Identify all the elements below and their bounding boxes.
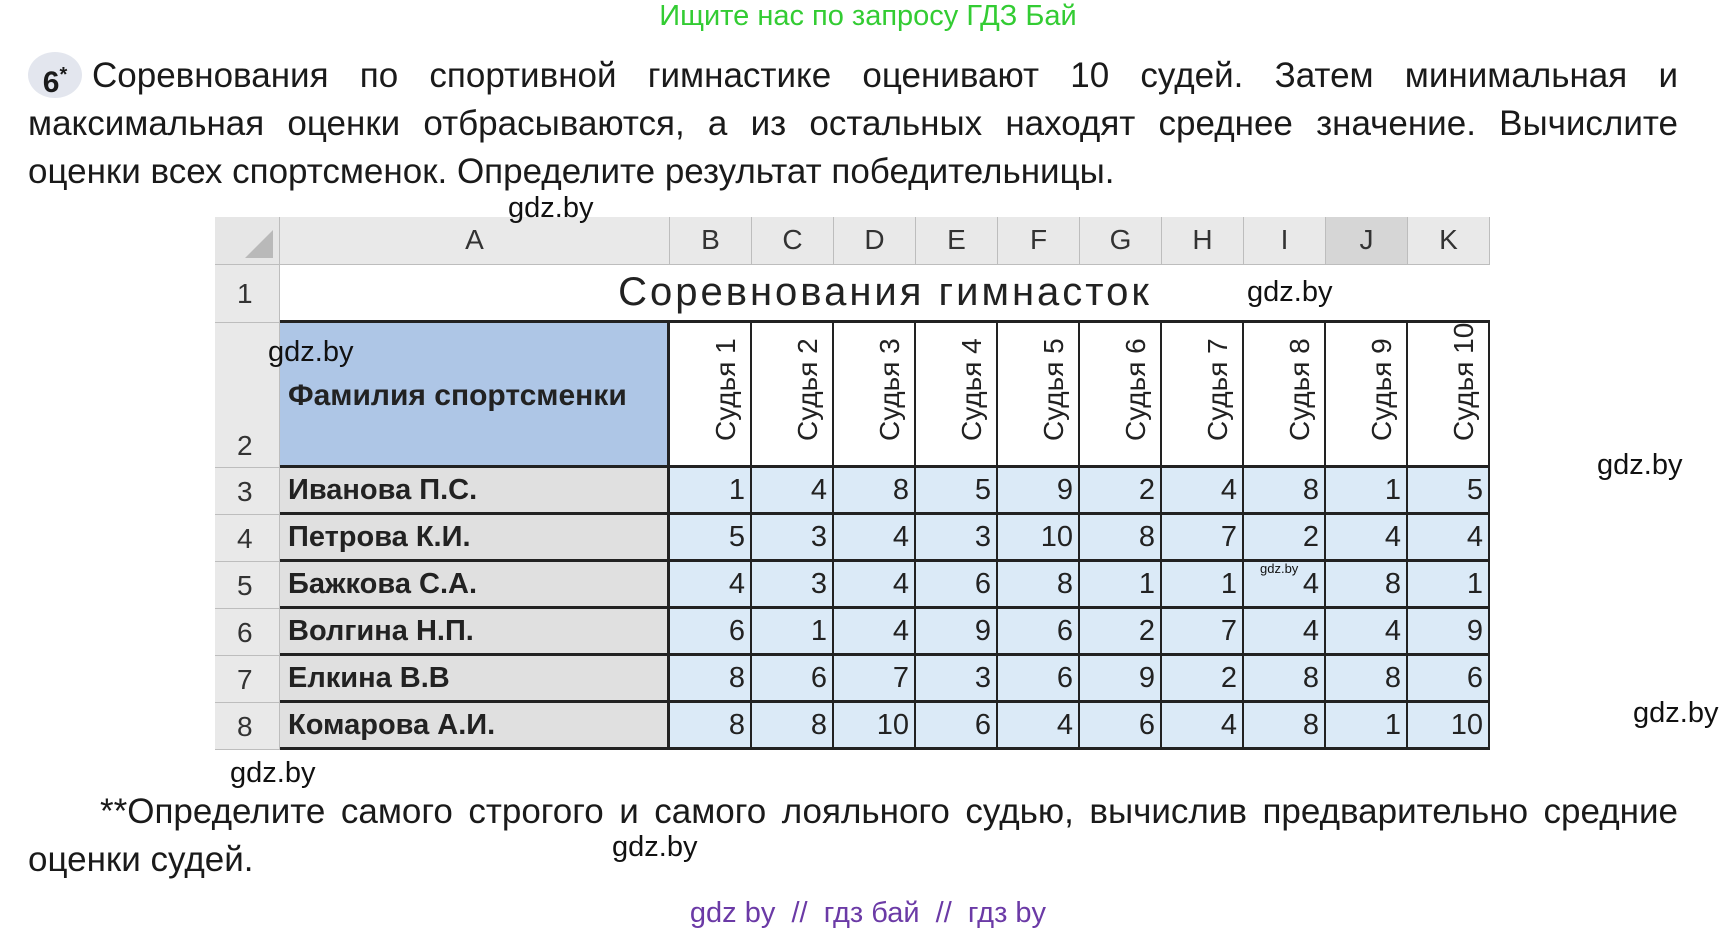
score-cell[interactable]: 9 [1080,656,1162,703]
watermark: gdz.by [508,192,594,224]
judge-header-label: Судья 7 [1202,338,1233,441]
row-header-6[interactable]: 6 [215,609,280,656]
judge-header[interactable] [752,323,834,468]
score-cell[interactable]: 6 [916,562,998,609]
column-header-f[interactable]: F [998,217,1080,265]
row-header-4[interactable]: 4 [215,515,280,562]
score-cell[interactable]: 6 [752,656,834,703]
score-cell[interactable]: 4 [1244,609,1326,656]
score-cell[interactable]: 4 [1326,609,1408,656]
column-header-e[interactable]: E [916,217,998,265]
watermark: gdz.by [612,831,698,863]
score-cell[interactable]: 4 [834,515,916,562]
column-header-j[interactable]: J [1326,217,1408,265]
column-header-b[interactable]: B [670,217,752,265]
athlete-name-cell[interactable]: Иванова П.С. [280,468,670,515]
judge-header[interactable] [1326,323,1408,468]
name-column-header[interactable]: Фамилия спортсменки [280,323,670,468]
score-cell[interactable]: 4 [1326,515,1408,562]
score-cell[interactable]: 8 [1244,703,1326,750]
athlete-name-cell[interactable]: Елкина В.В [280,656,670,703]
score-cell[interactable]: 3 [916,515,998,562]
judge-header-label: Судья 6 [1120,338,1151,441]
judge-header[interactable] [670,323,752,468]
column-header-i[interactable]: I [1244,217,1326,265]
score-cell[interactable]: 8 [998,562,1080,609]
score-cell[interactable]: 10 [998,515,1080,562]
task-number: 6 [42,66,60,99]
score-cell[interactable]: 4 [834,562,916,609]
score-cell[interactable]: 8 [670,656,752,703]
score-cell[interactable]: 9 [998,468,1080,515]
score-cell[interactable]: 6 [916,703,998,750]
score-cell[interactable]: 1 [1080,562,1162,609]
column-header-h[interactable]: H [1162,217,1244,265]
score-cell[interactable]: 2 [1080,609,1162,656]
score-cell[interactable]: 4 [834,609,916,656]
score-cell[interactable]: 3 [752,562,834,609]
judge-header-label: Судья 2 [792,338,823,441]
score-cell[interactable]: 9 [1408,609,1490,656]
judge-header[interactable] [1244,323,1326,468]
judge-header[interactable] [834,323,916,468]
row-header-1[interactable]: 1 [215,265,280,323]
judge-header-label: Судья 1 [710,338,741,441]
score-cell[interactable]: 4 [998,703,1080,750]
judge-header-label: Судья 3 [874,338,905,441]
score-cell[interactable]: 4 [1162,468,1244,515]
score-cell[interactable]: 8 [1244,468,1326,515]
score-cell[interactable]: 2 [1080,468,1162,515]
score-cell[interactable]: 1 [1408,562,1490,609]
task-paragraph [28,52,1678,196]
score-cell[interactable]: 6 [1080,703,1162,750]
score-cell[interactable]: 1 [1326,703,1408,750]
judge-header[interactable] [1408,323,1490,468]
score-cell[interactable]: 1 [670,468,752,515]
score-cell[interactable]: 8 [1326,656,1408,703]
score-cell[interactable]: 7 [1162,609,1244,656]
score-cell[interactable]: 8 [834,468,916,515]
select-all-corner[interactable] [215,217,280,265]
score-cell[interactable]: 10 [834,703,916,750]
judge-header[interactable] [1080,323,1162,468]
score-cell[interactable]: 6 [670,609,752,656]
score-cell[interactable]: 6 [998,609,1080,656]
score-cell[interactable]: 4 [1408,515,1490,562]
row-header-3[interactable]: 3 [215,468,280,515]
judge-header-label: Судья 5 [1038,338,1069,441]
row-header-5[interactable]: 5 [215,562,280,609]
column-header-k[interactable]: K [1408,217,1490,265]
score-cell[interactable]: 5 [670,515,752,562]
score-cell[interactable]: 3 [752,515,834,562]
score-cell[interactable]: 4 [1162,703,1244,750]
score-cell[interactable]: 8 [1244,656,1326,703]
row-header-2[interactable]: 2 [215,323,280,468]
watermark: gdz.by [1597,449,1683,481]
select-all-triangle-icon [245,230,273,258]
athlete-name-cell[interactable]: Волгина Н.П. [280,609,670,656]
judge-header[interactable] [916,323,998,468]
score-cell[interactable]: 4 [752,468,834,515]
score-cell[interactable]: 5 [1408,468,1490,515]
task-text: Соревнования по спортивной гимнастике оценивают 10 судей. Затем минимальная и максимальная оценки отбрасываются, а из остальных находят среднее значение. Вычислите оценки всех спортсменок. Определите результат победительницы. [28,56,1678,191]
score-cell[interactable]: 1 [1326,468,1408,515]
score-cell[interactable]: 9 [916,609,998,656]
column-header-c[interactable]: C [752,217,834,265]
score-cell[interactable]: 7 [1162,515,1244,562]
column-header-d[interactable]: D [834,217,916,265]
score-cell[interactable]: 3 [916,656,998,703]
subtask-paragraph: **Определите самого строгого и самого лояльного судью, вычислив предварительно средние оценки судей. [28,792,1678,879]
watermark: gdz.by [1247,276,1333,308]
watermark: gdz.by [268,336,354,368]
score-cell[interactable]: 10 [1408,703,1490,750]
search-banner: Ищите нас по запросу ГДЗ Бай [659,0,1077,32]
watermark: gdz.by [1633,697,1719,729]
score-cell[interactable]: 2 [1162,656,1244,703]
score-cell[interactable]: 5 [916,468,998,515]
footer-links: gdz by // гдз бай // гдз by [689,897,1047,929]
judge-header[interactable] [998,323,1080,468]
score-cell[interactable]: 4 [1244,562,1326,609]
watermark: gdz.by [1260,561,1299,576]
judge-header-label: Судья 9 [1366,338,1397,441]
score-cell[interactable]: 8 [1326,562,1408,609]
row-header-7[interactable]: 7 [215,656,280,703]
score-cell[interactable]: 1 [1162,562,1244,609]
score-cell[interactable]: 8 [670,703,752,750]
score-cell[interactable]: 2 [1244,515,1326,562]
score-cell[interactable]: 8 [1080,515,1162,562]
score-cell[interactable]: 8 [752,703,834,750]
task-star: * [59,64,68,86]
athlete-name-cell[interactable]: Петрова К.И. [280,515,670,562]
judge-header-label: Судья 4 [956,338,987,441]
score-cell[interactable]: 4 [670,562,752,609]
task-number-badge [28,52,82,98]
sheet-title[interactable]: Соревнования гимнасток [280,265,1490,323]
score-cell[interactable]: 7 [834,656,916,703]
column-header-a[interactable]: A [280,217,670,265]
watermark: gdz.by [230,757,316,789]
judge-header-label: Судья 8 [1284,338,1315,441]
score-cell[interactable]: 1 [752,609,834,656]
column-header-g[interactable]: G [1080,217,1162,265]
judge-header-label: Судья 10 [1448,322,1479,441]
score-cell[interactable]: 6 [1408,656,1490,703]
athlete-name-cell[interactable]: Комарова А.И. [280,703,670,750]
score-cell[interactable]: 6 [998,656,1080,703]
judge-header[interactable] [1162,323,1244,468]
athlete-name-cell[interactable]: Бажкова С.А. [280,562,670,609]
row-header-8[interactable]: 8 [215,703,280,750]
